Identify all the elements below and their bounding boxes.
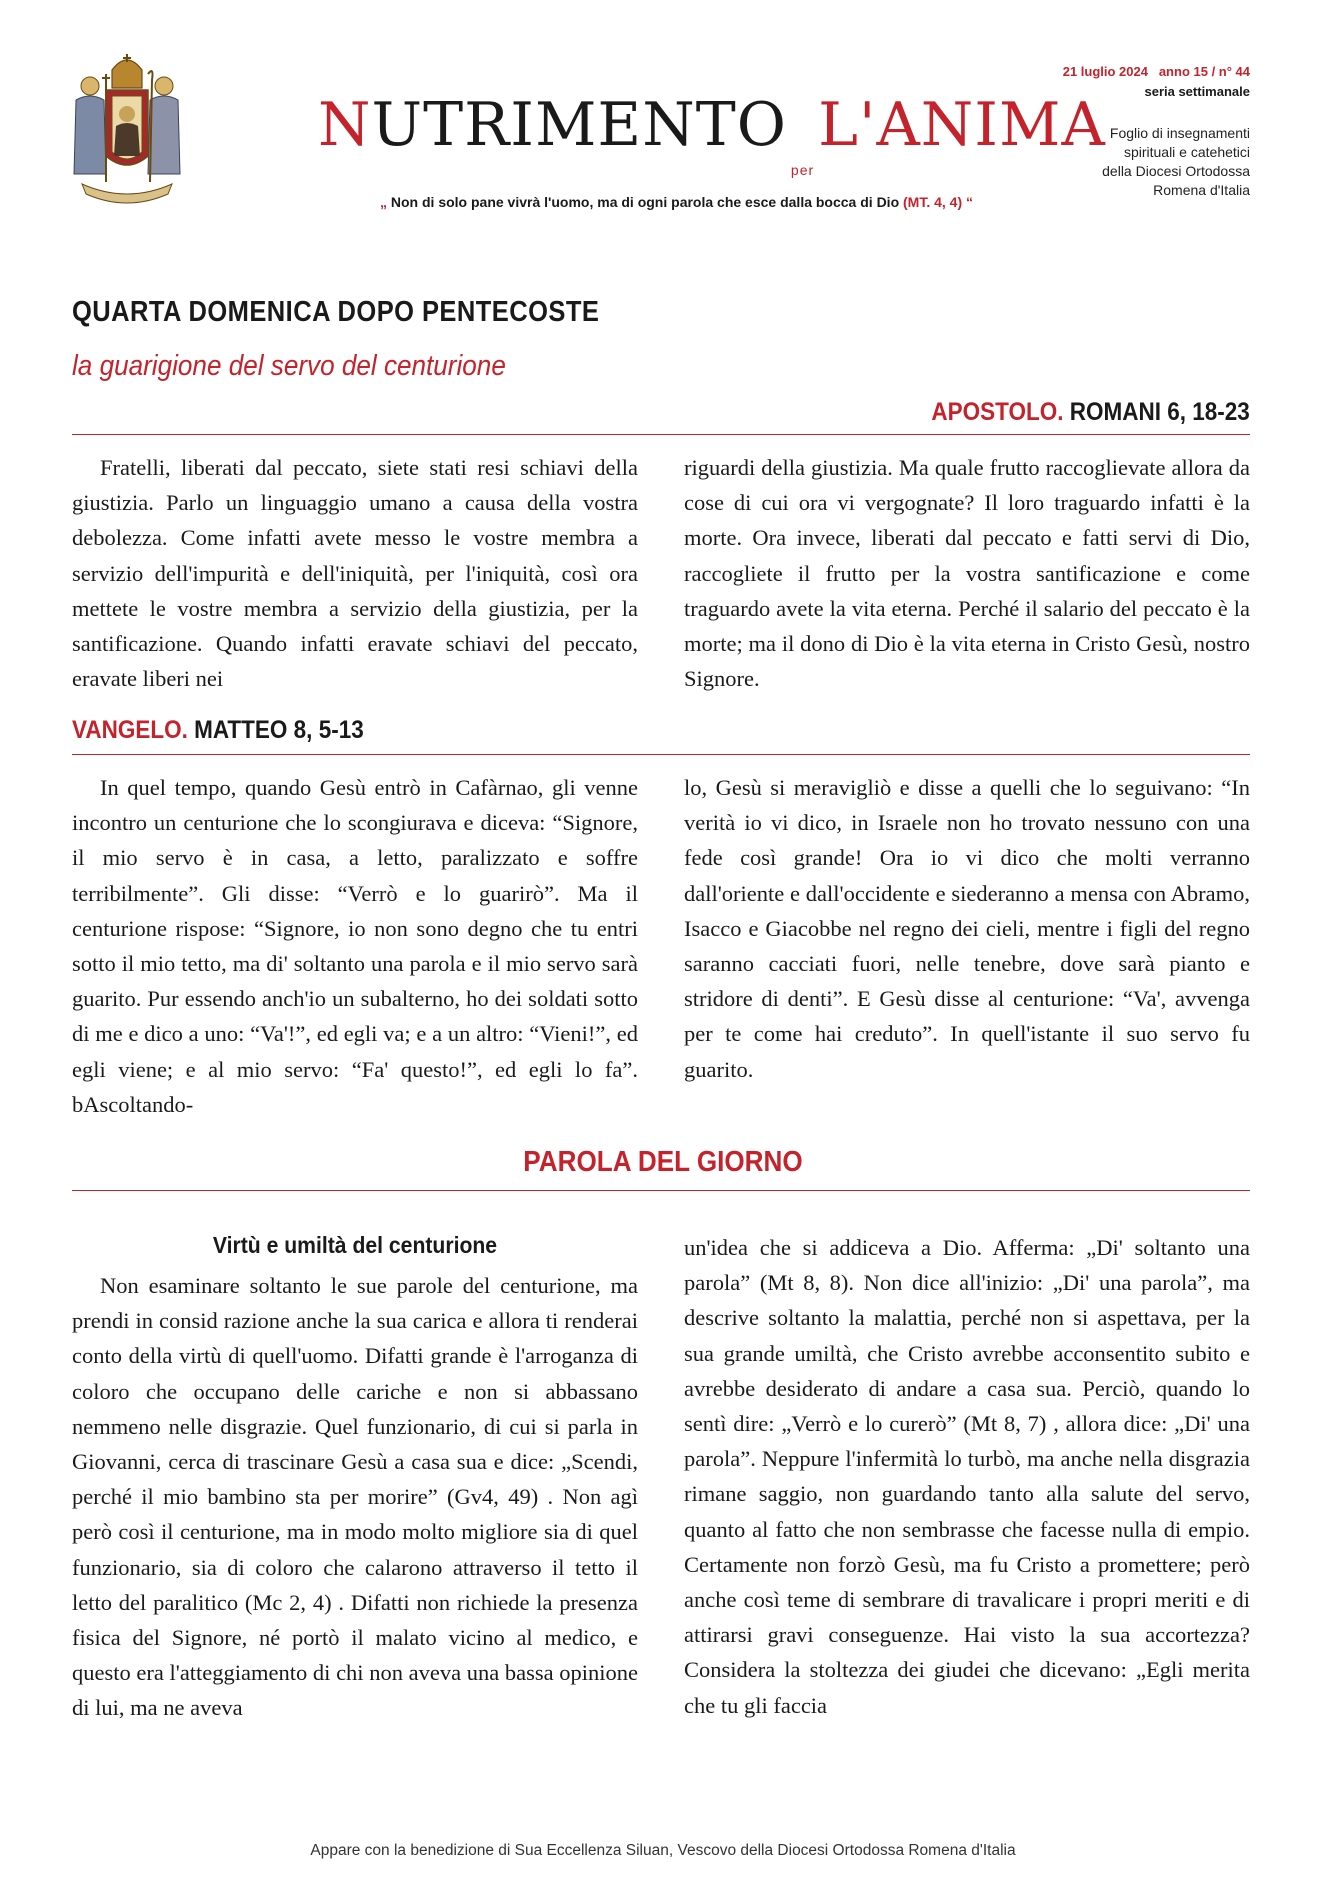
apostle-label: APOSTOLO. [931,398,1064,426]
gospel-text-right [684,770,1250,1087]
masthead-motto [380,194,1000,210]
masthead-per: per [790,162,815,178]
section-divider [72,1190,1250,1191]
diocese-coat-of-arms-icon [68,52,186,212]
about-line: della Diocesi Ortodossa [1102,163,1250,179]
section-divider [72,434,1250,435]
sermon-paragraph-right: un'idea che si addiceva a Dio. Afferma: „Di' soltanto una parola” (Mt 8, 8). Non dice all'inizio: „Di' una parola”, ma descrive soltanto la malattia, perché non si aspettava, per la sua grande umiltà, che Cristo avrebbe acconsentito subito e avrebbe desiderato di andare a casa sua. Perciò, quando lo sentì dire: „Verrò e lo curerò” (Mt 8, 7) , allora dice: „Di' una parola”. Neppure l'infermità lo turbò, ma anche nella disgrazia rimane saggio, non guardando tanto alla salute del servo, quanto al fatto che non sembrasse che facesse nulla di empio. Certamente non forzò Gesù, ma fu Cristo a promettere; però anche così teme di sembrare di travalicare i propri meriti e di attirarsi gravi conseguenze. Hai visto la sua accortezza? Considera la stoltezza dei giudei che dicevano: „Egli merita che tu gli faccia [684,1235,1250,1718]
motto-close-quote: “ [966,194,974,210]
apostle-paragraph-left: Fratelli, liberati dal peccato, siete stati resi schiavi della giustizia. Parlo un linguaggio umano a causa della vostra debolezza. Come infatti avete messo le vostre membra a servizio dell'impurità e dell'iniquità, per l'iniquità, così ora mettete le vostre membra a servizio della giustizia, per la santificazione. Quando infatti eravate schiavi del peccato, eravate liberi nei [72,455,638,692]
motto-open-quote: „ [380,194,387,210]
gospel-reference: MATTEO 8, 5-13 [194,716,364,744]
apostle-heading [932,398,1250,427]
issue-info [990,62,1250,102]
masthead-title-part2: L'ANIMA [818,90,1106,160]
issue-number: anno 15 / n° 44 [1158,64,1250,79]
about-line: Foglio di insegnamenti [1109,125,1250,141]
masthead-title-part1-initial: N [318,90,372,160]
about-line: spirituali e catehetici [1123,144,1250,160]
sermon-title: Virtù e umiltà del centurione [212,1232,498,1258]
sermon-text-right [684,1230,1250,1723]
masthead-title-part1: UTRIMENTO [371,90,787,160]
issue-series: seria settimanale [1144,84,1250,99]
gospel-paragraph-left: In quel tempo, quando Gesù entrò in Cafàrnao, gli venne incontro un centurione che lo scongiurava e diceva: “Signore, il mio servo è in casa, a letto, paralizzato e soffre terribilmente”. Gli disse: “Verrò e lo guarirò”. Ma il centurione rispose: “Signore, io non sono degno che tu entri sotto il mio tetto, ma di' soltanto una parola e il mio servo sarà guarito. Pur essendo anch'io un subalterno, ho dei soldati sotto di me e dico a uno: “Va'!”, ed egli va; e a un altro: “Vieni!”, ed egli viene; e al mio servo: “Fa' questo!”, ed egli lo fa”. bAscoltando- [72,775,638,1117]
gospel-label: VANGELO. [72,716,188,744]
issue-date: 21 luglio 2024 [1062,64,1148,79]
apostle-paragraph-right: riguardi della giustizia. Ma quale frutto raccoglievate allora da cose di cui ora vi vergognate? Il loro traguardo infatti è la morte. Ora invece, liberati dal peccato e fatti servi di Dio, raccogliete il frutto per la vostra santificazione e come traguardo avete la vita eterna. Perché il salario del peccato è la morte; ma il dono di Dio è la vita eterna in Cristo Gesù, nostro Signore. [684,455,1250,692]
publication-description [1040,124,1250,200]
gospel-heading [72,716,364,745]
footer-blessing: Appare con la benedizione di Sua Eccellenza Siluan, Vescovo della Diocesi Ortodossa Romena d'Italia [310,1842,1016,1859]
about-line: Romena d'Italia [1153,182,1250,198]
section-divider [72,754,1250,755]
apostle-text-left [72,450,638,696]
gospel-text-left [72,770,638,1122]
apostle-reference: ROMANI 6, 18-23 [1069,398,1250,426]
sermon-paragraph-left: Non esaminare soltanto le sue parole del centurione, ma prendi in consid razione anche la sua carica e allora ti renderai conto della virtù di quell'uomo. Difatti grande è l'arroganza di coloro che occupano delle cariche e non si abbassano nemmeno nelle disgrazie. Quel funzionario, di cui si parla in Giovanni, cerca di trascinare Gesù a casa sua e dice: „Scendi, perché il mio bambino sta per morire” (Gv4, 49) . Non agì però così il centurione, ma in modo molto migliore sia di quel funzionario, sia di coloro che calarono attraverso il tetto il letto del paralitico (Mc 2, 4) . Difatti non richiede la presenza fisica del Signore, né portò il malato vicino al medico, e questo era l'atteggiamento di chi non aveva una bassa opinione di lui, ma ne aveva [72,1273,638,1721]
motto-text: Non di solo pane vivrà l'uomo, ma di ogni parola che esce dalla bocca di Dio [390,194,900,210]
apostle-text-right [684,450,1250,696]
motto-reference: (MT. 4, 4) [903,194,963,210]
sermon-text-left [72,1268,638,1726]
sunday-subtitle: la guarigione del servo del centurione [72,350,506,382]
word-of-day-heading: PAROLA DEL GIORNO [523,1146,803,1178]
masthead-title [318,82,1106,178]
sunday-title: QUARTA DOMENICA DOPO PENTECOSTE [72,296,600,328]
gospel-paragraph-right: lo, Gesù si meravigliò e disse a quelli che lo seguivano: “In verità io vi dico, in Israele non ho trovato nessuno con una fede così grande! Ora io vi dico che molti verranno dall'oriente e dall'occidente e siederanno a mensa con Abramo, Isacco e Giacobbe nel regno dei cieli, mentre i figli del regno saranno cacciati fuori, nelle tenebre, dove sarà pianto e stridore di denti”. E Gesù disse al centurione: “Va', avvenga per te come hai creduto”. In quell'istante il suo servo fu guarito. [684,775,1250,1082]
